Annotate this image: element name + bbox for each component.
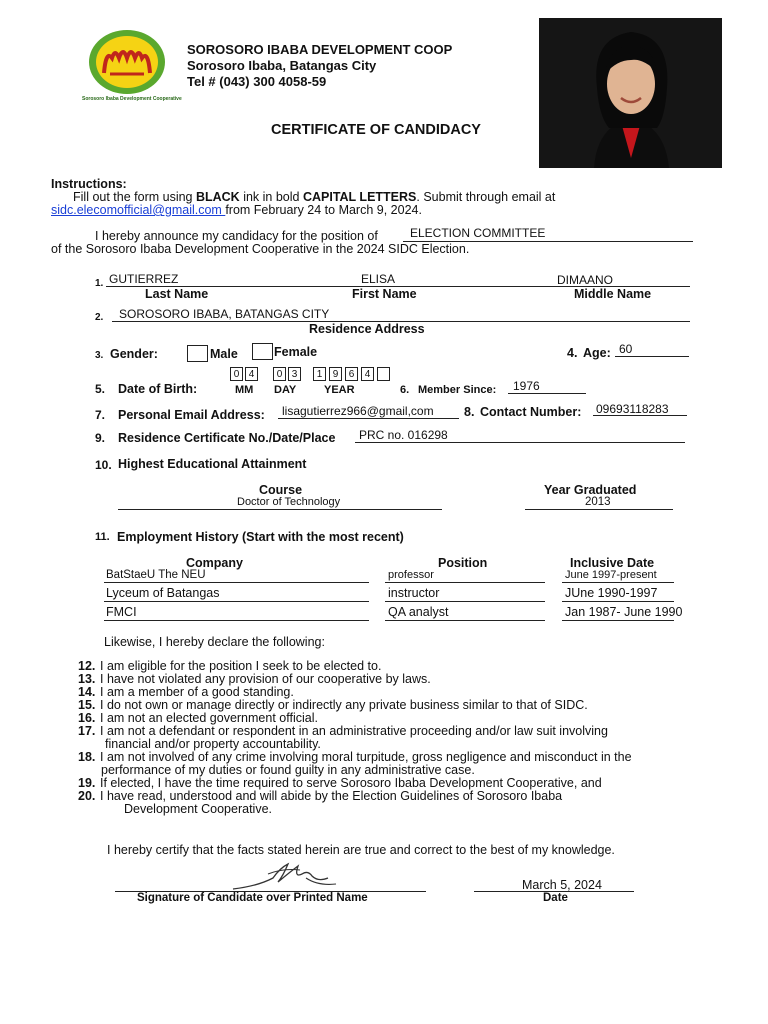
declaration-number: 14. [78,685,96,699]
position-value[interactable]: ELECTION COMMITTEE [410,226,546,240]
field-number-1: 1. [95,278,104,289]
declaration-text: I do not own or manage directly or indirectly any private business similar to that of SIDC. [100,698,588,712]
declaration-text: I am not an elected government official. [100,711,318,725]
contact-value[interactable]: 09693118283 [596,402,669,416]
declaration-20-cont: Development Cooperative. [124,802,272,816]
employment-company-1[interactable]: BatStaeU The NEU [106,569,206,581]
declaration-number: 13. [78,672,96,686]
submission-email-link[interactable]: sidc.elecomofficial@gmail.com [51,203,226,217]
employment-position-1[interactable]: professor [388,569,434,581]
dob-digit-4[interactable]: 3 [288,367,301,381]
age-value[interactable]: 60 [619,342,633,356]
instructions-part-3: . Submit through email at [416,190,556,204]
age-label: Age: [583,346,611,360]
certify-text: I hereby certify that the facts stated herein are true and correct to the best of my knowledge. [107,843,615,857]
field-number-5: 5. [95,382,106,396]
instructions-heading: Instructions: [51,177,127,191]
inclusive-date-header: Inclusive Date [570,556,655,570]
field-number-7: 7. [95,408,106,422]
dob-day-label: DAY [274,384,297,396]
date-label: Date [543,892,568,904]
email-label: Personal Email Address: [118,408,265,422]
declaration-text: I am eligible for the position I seek to be elected to. [100,659,382,673]
dob-box-blank [377,367,390,381]
field-number-4: 4. [567,346,578,360]
instructions-text-2 [51,203,422,217]
declaration-text: If elected, I have the time required to serve Sorosoro Ibaba Development Cooperative, and [100,776,602,790]
declaration-text: I am a member of a good standing. [100,685,294,699]
employment-date-2[interactable]: JUne 1990-1997 [565,586,658,600]
declaration-text: I have not violated any provision of our cooperative by laws. [100,672,431,686]
dob-label: Date of Birth: [118,382,198,396]
address-label: Residence Address [309,322,425,336]
instructions-bold-2: CAPITAL LETTERS [302,190,417,204]
declaration-number: 17. [78,724,96,738]
field-number-8: 8. [464,405,475,419]
res-cert-label: Residence Certificate No./Date/Place [118,431,336,445]
dob-mm-label: MM [235,384,254,396]
member-since-label: Member Since: [418,384,497,396]
employment-position-3[interactable]: QA analyst [388,605,449,619]
course-value[interactable]: Doctor of Technology [237,496,341,508]
employment-company-2[interactable]: Lyceum of Batangas [106,586,220,600]
employment-label: Employment History (Start with the most recent) [117,530,404,544]
instructions-text [73,190,555,204]
middle-name-label: Middle Name [574,287,652,301]
declaration-number: 12. [78,659,96,673]
dob-digit-7[interactable]: 6 [345,367,358,381]
employment-company-3[interactable]: FMCI [106,605,137,619]
logo-caption: Sorosoro Ibaba Development Cooperative [82,96,182,102]
declaration-18-cont: performance of my duties or found guilty in any administrative case. [101,763,475,777]
year-graduated-value[interactable]: 2013 [585,496,611,508]
field-number-6: 6. [400,384,410,396]
dob-digit-8[interactable]: 4 [361,367,374,381]
field-number-10: 10. [95,458,112,472]
position-header: Position [438,556,488,570]
announce-line-1: I hereby announce my candidacy for the position of [95,229,378,243]
field-number-11: 11. [95,531,110,543]
gender-label: Gender: [110,347,158,361]
year-graduated-label: Year Graduated [544,483,637,497]
female-label: Female [274,345,318,359]
page-title: CERTIFICATE OF CANDIDACY [271,122,481,138]
signature-image [228,856,343,896]
male-label: Male [210,347,238,361]
declaration-text: I have read, understood and will abide by the Election Guidelines of Sorosoro Ibaba [100,789,563,803]
declaration-number: 18. [78,750,96,764]
email-value[interactable]: lisagutierrez966@gmail,com [282,404,434,418]
org-tel: Tel # (043) 300 4058-59 [187,74,327,89]
course-label: Course [259,483,303,497]
last-name-label: Last Name [145,287,209,301]
dob-year-label: YEAR [324,384,355,396]
declaration-number: 20. [78,789,96,803]
first-name-value[interactable]: ELISA [361,272,396,286]
announce-line-2: of the Sorosoro Ibaba Development Cooperative in the 2024 SIDC Election. [51,242,470,256]
declaration-text: I am not involved of any crime involving moral turpitude, gross negligence and misconduct in the [100,750,632,764]
member-since-value[interactable]: 1976 [513,379,540,393]
employment-date-3[interactable]: Jan 1987- June 1990 [565,605,683,619]
company-header: Company [186,556,243,570]
date-value[interactable]: March 5, 2024 [522,878,602,892]
instructions-bold-1: BLACK [195,190,240,204]
last-name-value[interactable]: GUTIERREZ [109,272,179,286]
dob-digit-6[interactable]: 9 [329,367,342,381]
declaration-17-cont: financial and/or property accountability. [105,737,321,751]
declaration-text: I am not a defendant or respondent in an administrative proceeding and/or law suit involving [100,724,608,738]
dob-digit-1[interactable]: 0 [230,367,243,381]
contact-label: Contact Number: [480,405,582,419]
org-name: SOROSORO IBABA DEVELOPMENT COOP [187,42,453,57]
instructions-part-4: from February 24 to March 9, 2024. [225,203,422,217]
field-number-2: 2. [95,312,104,323]
education-label: Highest Educational Attainment [118,457,307,471]
declaration-number: 15. [78,698,96,712]
declaration-number: 19. [78,776,96,790]
signature-label: Signature of Candidate over Printed Name [137,892,368,904]
candidate-photo [539,18,722,168]
declaration-number: 16. [78,711,96,725]
employment-date-1[interactable]: June 1997-present [565,569,657,581]
org-address: Sorosoro Ibaba, Batangas City [187,58,377,73]
instructions-part-2: ink in bold [239,190,303,204]
employment-position-2[interactable]: instructor [388,586,440,600]
res-cert-value[interactable]: PRC no. 016298 [359,428,448,442]
address-value[interactable]: SOROSORO IBABA, BATANGAS CITY [119,307,330,321]
instructions-part-1: Fill out the form using [73,190,196,204]
field-number-3: 3. [95,350,104,361]
middle-name-value[interactable]: DIMAANO [557,273,614,287]
dob-digit-2[interactable]: 4 [245,367,258,381]
male-checkbox[interactable] [187,345,208,362]
dob-digit-3[interactable]: 0 [273,367,286,381]
coop-logo [82,28,182,108]
first-name-label: First Name [352,287,417,301]
dob-digit-5[interactable]: 1 [313,367,326,381]
declare-intro: Likewise, I hereby declare the following: [104,635,325,649]
female-checkbox[interactable] [252,343,273,360]
field-number-9: 9. [95,431,106,445]
